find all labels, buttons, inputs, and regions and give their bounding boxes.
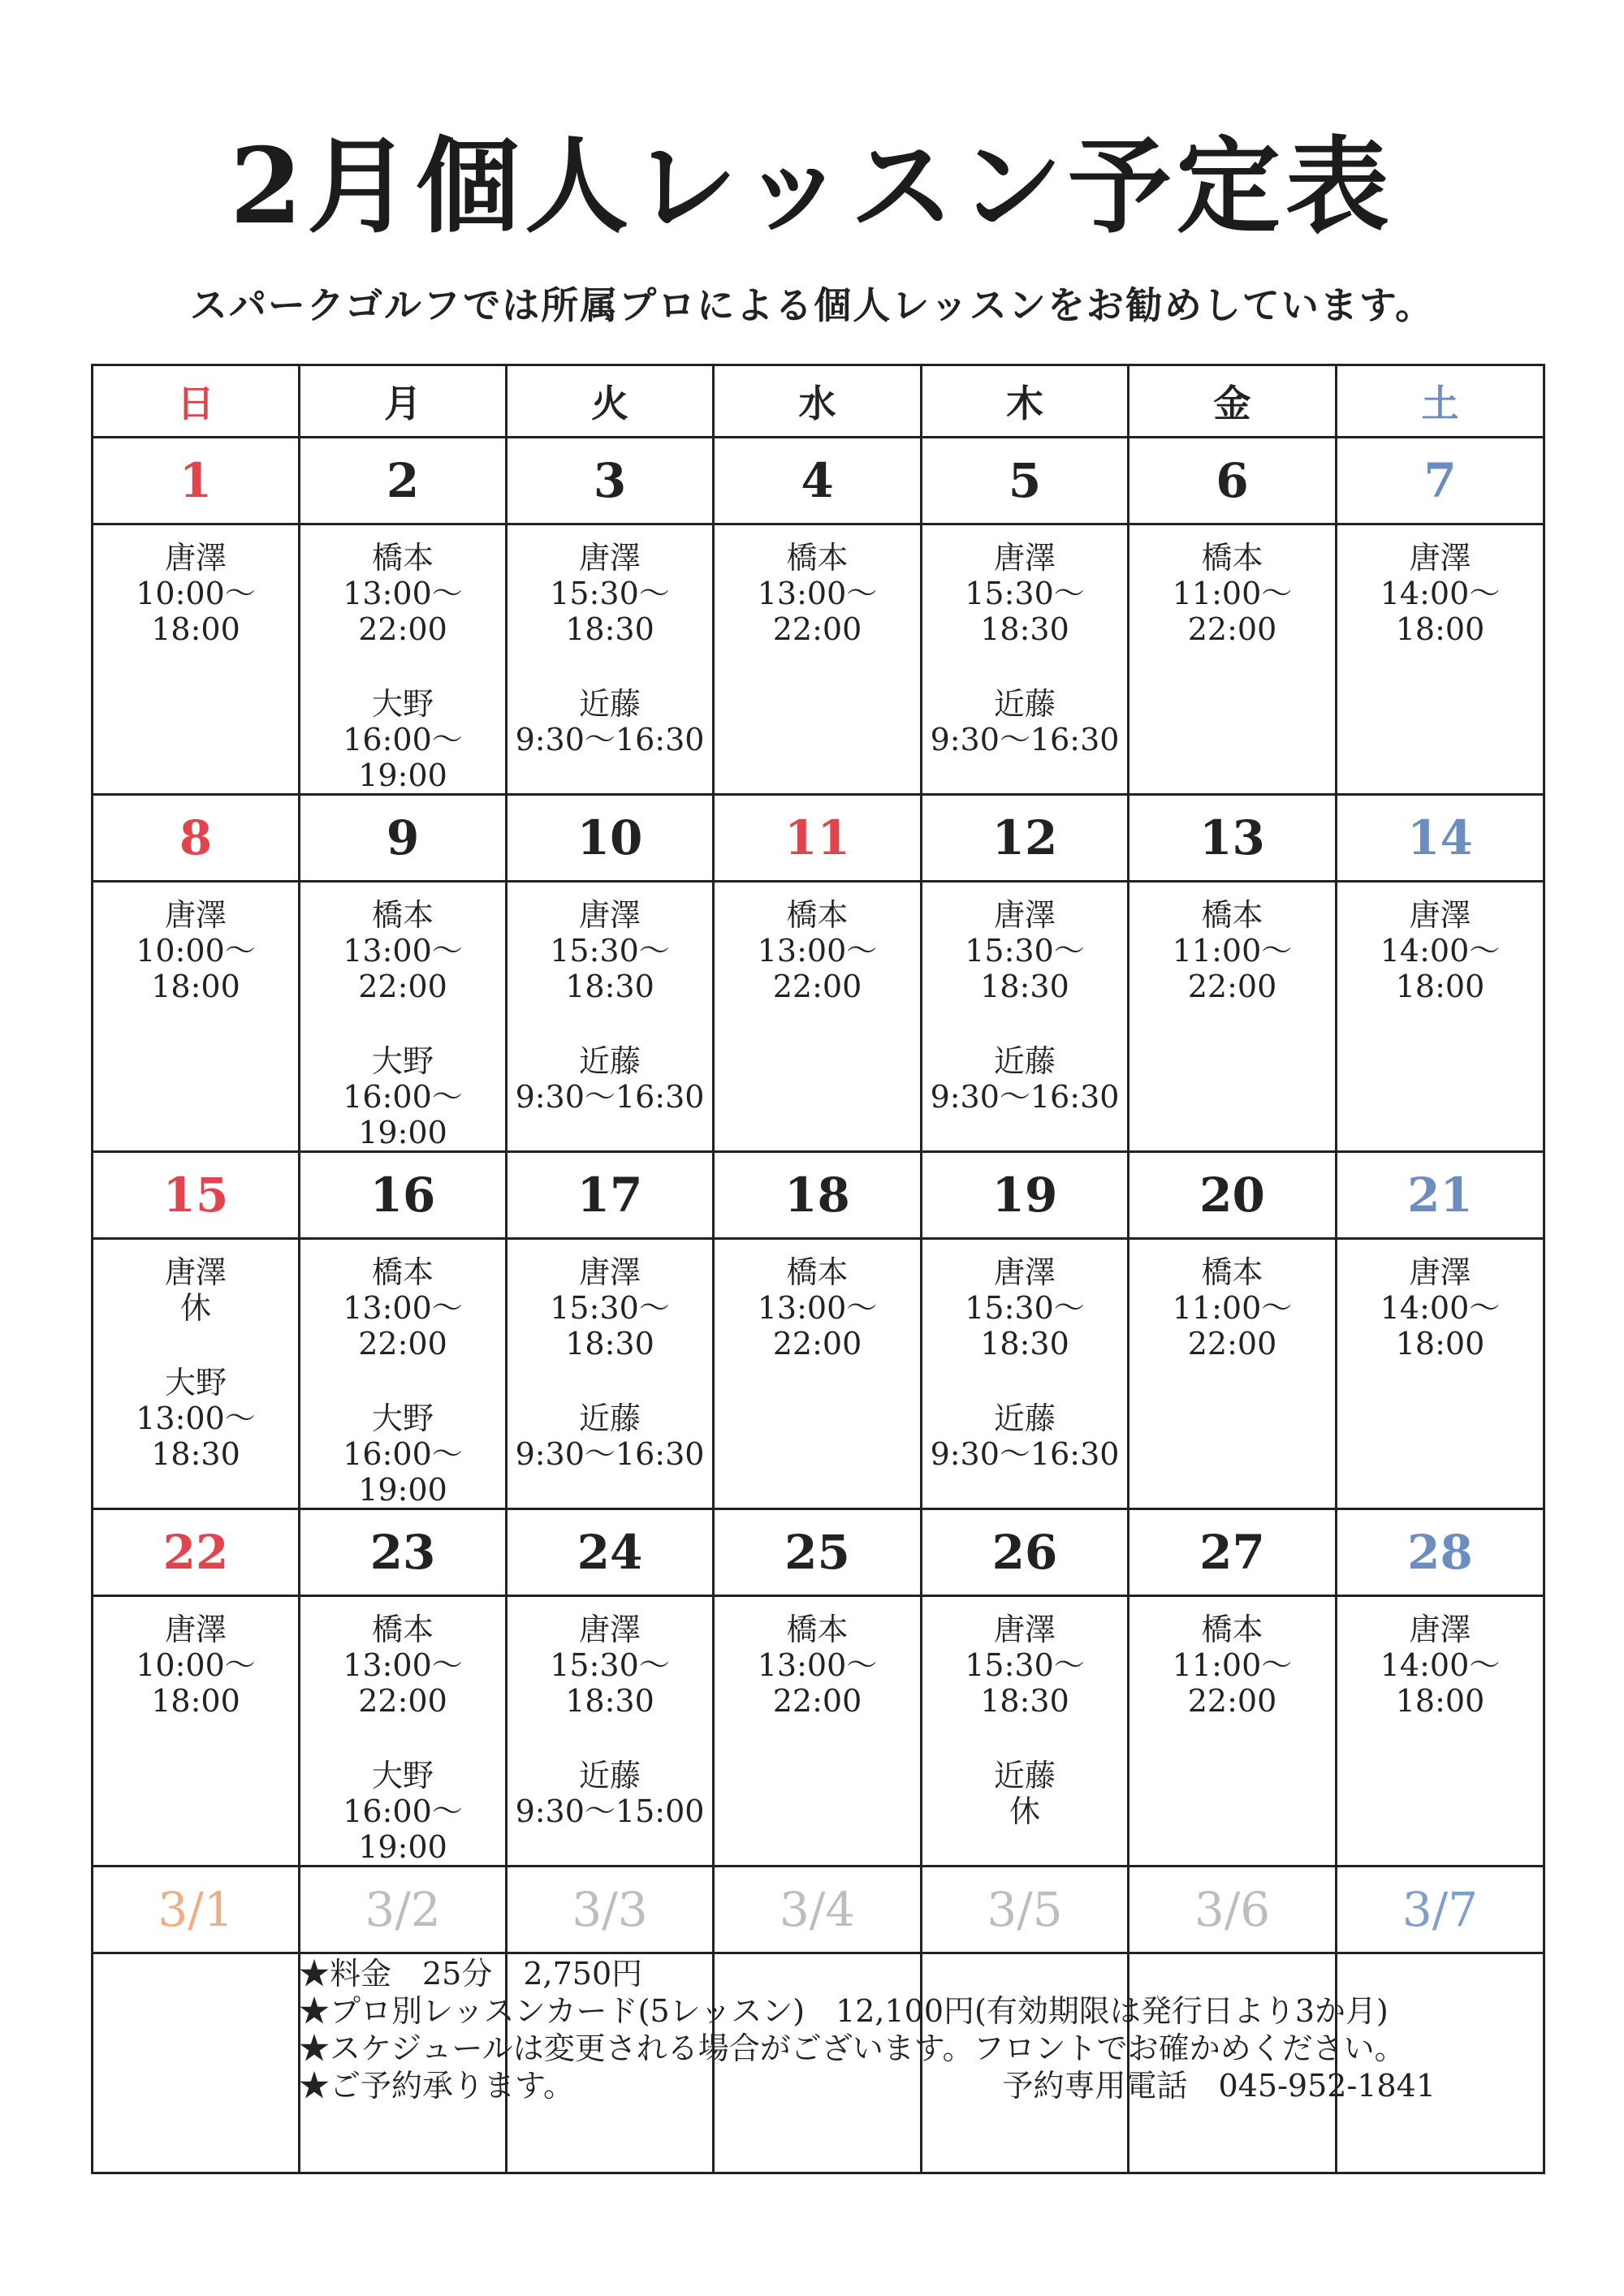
reservation-phone: 予約専用電話 045-952-1841 xyxy=(1002,2068,1436,2104)
date-number: 3 xyxy=(507,438,714,524)
lesson-cell xyxy=(714,882,922,1152)
date-row xyxy=(93,1152,1544,1239)
lesson-time: 休 xyxy=(179,1290,211,1326)
lesson-time: 9:30～16:30 xyxy=(515,1079,705,1115)
lesson-time: 11:00～22:00 xyxy=(1172,1290,1293,1362)
date-number: 17 xyxy=(507,1152,714,1239)
instructor-name: 大野 xyxy=(371,1043,434,1079)
weekday-header-row xyxy=(93,365,1544,438)
lesson-cell xyxy=(922,882,1129,1152)
lesson-time: 14:00～18:00 xyxy=(1380,1290,1501,1362)
lesson-cell xyxy=(93,524,300,795)
instructor-name: 大野 xyxy=(371,1400,434,1436)
lesson-entry xyxy=(300,1612,505,1719)
page-title: 2月個人レッスン予定表 xyxy=(230,126,1394,248)
lesson-entry xyxy=(300,540,505,647)
date-number: 8 xyxy=(93,795,300,882)
lesson-cell xyxy=(922,1239,1129,1509)
date-number: 3/4 xyxy=(714,1867,922,1953)
lesson-cell xyxy=(93,1239,300,1509)
instructor-name: 唐澤 xyxy=(164,540,227,576)
lesson-entry xyxy=(1129,1254,1335,1362)
instructor-name: 唐澤 xyxy=(578,1254,641,1290)
lesson-entry xyxy=(93,1612,298,1719)
instructor-name: 唐澤 xyxy=(993,1254,1056,1290)
lesson-time: 16:00～19:00 xyxy=(343,1436,463,1508)
instructor-name: 橋本 xyxy=(1201,1254,1263,1290)
lesson-time: 16:00～19:00 xyxy=(343,722,463,793)
lesson-entry xyxy=(922,540,1127,647)
lesson-cell xyxy=(1337,882,1544,1152)
lesson-row xyxy=(93,524,1544,795)
lesson-entry xyxy=(715,1612,920,1719)
instructor-name: 唐澤 xyxy=(164,897,227,933)
lesson-entry xyxy=(300,1400,505,1508)
lesson-entry xyxy=(922,1758,1127,1829)
lesson-time: 13:00～22:00 xyxy=(757,576,878,647)
lesson-entry xyxy=(508,1043,712,1115)
date-number: 3/3 xyxy=(507,1867,714,1953)
lesson-cell xyxy=(507,1239,714,1509)
date-number: 3/1 xyxy=(93,1867,300,1953)
lesson-calendar xyxy=(91,364,1545,2174)
lesson-time: 9:30～16:30 xyxy=(515,722,705,757)
date-number: 19 xyxy=(922,1152,1129,1239)
lesson-entry xyxy=(508,1254,712,1362)
lesson-cell xyxy=(1129,1596,1337,1867)
lesson-cell xyxy=(93,882,300,1152)
instructor-name: 唐澤 xyxy=(993,1612,1056,1647)
weekday-wed: 水 xyxy=(714,365,922,438)
lesson-entry xyxy=(300,1254,505,1362)
date-number: 1 xyxy=(93,438,300,524)
date-number: 5 xyxy=(922,438,1129,524)
weekday-thu: 木 xyxy=(922,365,1129,438)
lesson-entry xyxy=(922,1254,1127,1362)
instructor-name: 橋本 xyxy=(371,897,434,933)
instructor-name: 唐澤 xyxy=(164,1612,227,1647)
date-number: 13 xyxy=(1129,795,1337,882)
instructor-name: 大野 xyxy=(371,686,434,722)
date-number: 21 xyxy=(1337,1152,1544,1239)
date-row xyxy=(93,438,1544,524)
instructor-name: 大野 xyxy=(371,1758,434,1793)
date-number: 3/6 xyxy=(1129,1867,1337,1953)
instructor-name: 唐澤 xyxy=(1409,897,1471,933)
lesson-cell xyxy=(922,524,1129,795)
note-fee: ★料金 25分 2,750円 xyxy=(299,1956,643,1992)
date-number: 18 xyxy=(714,1152,922,1239)
lesson-entry xyxy=(93,540,298,647)
date-number: 3/7 xyxy=(1337,1867,1544,1953)
page-subtitle: スパークゴルフでは所属プロによる個人レッスンをお勧めしています。 xyxy=(189,283,1435,327)
instructor-name: 近藤 xyxy=(993,686,1056,722)
lesson-time: 15:30～18:30 xyxy=(550,933,670,1004)
lesson-cell xyxy=(93,1953,300,2173)
lesson-time: 14:00～18:00 xyxy=(1380,576,1501,647)
lesson-entry xyxy=(93,897,298,1004)
date-number: 16 xyxy=(300,1152,507,1239)
lesson-cell xyxy=(1129,524,1337,795)
note-lesson-card: ★プロ別レッスンカード(5レッスン) 12,100円(有効期限は発行日より3か月) xyxy=(299,1993,1389,2029)
lesson-cell xyxy=(714,1239,922,1509)
lesson-time: 16:00～19:00 xyxy=(343,1079,463,1150)
lesson-row xyxy=(93,882,1544,1152)
date-number: 27 xyxy=(1129,1509,1337,1596)
instructor-name: 橋本 xyxy=(371,1612,434,1647)
lesson-cell xyxy=(1129,1239,1337,1509)
instructor-name: 近藤 xyxy=(578,1758,641,1793)
lesson-cell xyxy=(1337,524,1544,795)
weekday-sun: 日 xyxy=(93,365,300,438)
instructor-name: 近藤 xyxy=(993,1043,1056,1079)
lesson-time: 休 xyxy=(1009,1793,1040,1829)
lesson-cell xyxy=(300,524,507,795)
date-row xyxy=(93,1509,1544,1596)
instructor-name: 橋本 xyxy=(786,1612,849,1647)
date-number: 28 xyxy=(1337,1509,1544,1596)
lesson-entry xyxy=(300,686,505,793)
instructor-name: 唐澤 xyxy=(1409,1254,1471,1290)
date-number: 20 xyxy=(1129,1152,1337,1239)
instructor-name: 近藤 xyxy=(993,1758,1056,1793)
date-number: 6 xyxy=(1129,438,1337,524)
instructor-name: 唐澤 xyxy=(578,1612,641,1647)
lesson-entry xyxy=(1129,540,1335,647)
calendar-body xyxy=(93,438,1544,2173)
lesson-time: 13:00～22:00 xyxy=(757,933,878,1004)
lesson-cell xyxy=(507,524,714,795)
lesson-cell xyxy=(93,1596,300,1867)
note-schedule-change: ★スケジュールは変更される場合がございます。フロントでお確かめください。 xyxy=(299,2031,1406,2066)
instructor-name: 唐澤 xyxy=(1409,540,1471,576)
lesson-time: 16:00～19:00 xyxy=(343,1793,463,1865)
lesson-entry xyxy=(1337,1612,1543,1719)
date-number: 3/2 xyxy=(300,1867,507,1953)
lesson-cell xyxy=(300,1596,507,1867)
lesson-time: 13:00～22:00 xyxy=(343,576,463,647)
lesson-entry xyxy=(922,686,1127,757)
lesson-entry xyxy=(1129,897,1335,1004)
date-number: 23 xyxy=(300,1509,507,1596)
lesson-time: 9:30～16:30 xyxy=(930,722,1120,757)
lesson-time: 13:00～22:00 xyxy=(343,1647,463,1719)
lesson-entry xyxy=(508,1612,712,1719)
lesson-time: 15:30～18:30 xyxy=(550,1647,670,1719)
lesson-cell xyxy=(507,882,714,1152)
lesson-time: 15:30～18:30 xyxy=(965,1290,1085,1362)
date-number: 3/5 xyxy=(922,1867,1129,1953)
lesson-time: 14:00～18:00 xyxy=(1380,933,1501,1004)
lesson-time: 13:00～22:00 xyxy=(757,1290,878,1362)
date-number: 24 xyxy=(507,1509,714,1596)
instructor-name: 唐澤 xyxy=(993,897,1056,933)
instructor-name: 橋本 xyxy=(371,540,434,576)
lesson-entry xyxy=(922,1400,1127,1472)
instructor-name: 唐澤 xyxy=(1409,1612,1471,1647)
lesson-time: 15:30～18:30 xyxy=(965,576,1085,647)
lesson-entry xyxy=(93,1365,298,1472)
instructor-name: 橋本 xyxy=(371,1254,434,1290)
lesson-entry xyxy=(1337,1254,1543,1362)
lesson-row xyxy=(93,1239,1544,1509)
lesson-entry xyxy=(922,1612,1127,1719)
lesson-time: 10:00～18:00 xyxy=(136,1647,256,1719)
lesson-cell xyxy=(1337,1596,1544,1867)
date-number: 4 xyxy=(714,438,922,524)
lesson-row xyxy=(93,1596,1544,1867)
instructor-name: 唐澤 xyxy=(993,540,1056,576)
lesson-time: 15:30～18:30 xyxy=(965,933,1085,1004)
instructor-name: 唐澤 xyxy=(578,897,641,933)
date-number: 2 xyxy=(300,438,507,524)
lesson-entry xyxy=(508,1758,712,1829)
instructor-name: 近藤 xyxy=(578,1400,641,1436)
date-number: 7 xyxy=(1337,438,1544,524)
lesson-time: 15:30～18:30 xyxy=(550,1290,670,1362)
lesson-cell xyxy=(1129,882,1337,1152)
lesson-time: 15:30～18:30 xyxy=(550,576,670,647)
lesson-entry xyxy=(508,897,712,1004)
instructor-name: 橋本 xyxy=(1201,540,1263,576)
lesson-entry xyxy=(300,1043,505,1150)
lesson-time: 10:00～18:00 xyxy=(136,933,256,1004)
date-number: 11 xyxy=(714,795,922,882)
lesson-time: 9:30～15:00 xyxy=(515,1793,705,1829)
lesson-time: 11:00～22:00 xyxy=(1172,576,1293,647)
instructor-name: 唐澤 xyxy=(164,1254,227,1290)
instructor-name: 近藤 xyxy=(578,686,641,722)
note-reservation: ★ご予約承ります。 xyxy=(299,2068,574,2104)
lesson-time: 10:00～18:00 xyxy=(136,576,256,647)
lesson-entry xyxy=(508,686,712,757)
lesson-entry xyxy=(300,1758,505,1865)
lesson-time: 14:00～18:00 xyxy=(1380,1647,1501,1719)
instructor-name: 唐澤 xyxy=(578,540,641,576)
lesson-time: 11:00～22:00 xyxy=(1172,1647,1293,1719)
notes-section xyxy=(299,1955,1436,2104)
lesson-entry xyxy=(508,540,712,647)
instructor-name: 橋本 xyxy=(1201,897,1263,933)
lesson-entry xyxy=(1337,897,1543,1004)
instructor-name: 橋本 xyxy=(786,897,849,933)
lesson-entry xyxy=(715,540,920,647)
lesson-time: 13:00～22:00 xyxy=(757,1647,878,1719)
lesson-entry xyxy=(300,897,505,1004)
instructor-name: 橋本 xyxy=(786,1254,849,1290)
lesson-time: 13:00～22:00 xyxy=(343,933,463,1004)
lesson-cell xyxy=(1337,1239,1544,1509)
lesson-time: 13:00～22:00 xyxy=(343,1290,463,1362)
lesson-entry xyxy=(1129,1612,1335,1719)
weekday-fri: 金 xyxy=(1129,365,1337,438)
lesson-cell xyxy=(300,882,507,1152)
lesson-cell xyxy=(300,1239,507,1509)
instructor-name: 近藤 xyxy=(578,1043,641,1079)
weekday-sat: 土 xyxy=(1337,365,1544,438)
lesson-time: 9:30～16:30 xyxy=(515,1436,705,1472)
lesson-time: 9:30～16:30 xyxy=(930,1436,1120,1472)
date-number: 15 xyxy=(93,1152,300,1239)
lesson-entry xyxy=(508,1400,712,1472)
lesson-cell xyxy=(507,1596,714,1867)
instructor-name: 橋本 xyxy=(1201,1612,1263,1647)
date-number: 22 xyxy=(93,1509,300,1596)
instructor-name: 近藤 xyxy=(993,1400,1056,1436)
lesson-entry xyxy=(922,897,1127,1004)
lesson-cell xyxy=(714,524,922,795)
lesson-time: 15:30～18:30 xyxy=(965,1647,1085,1719)
date-number: 25 xyxy=(714,1509,922,1596)
date-number: 12 xyxy=(922,795,1129,882)
instructor-name: 橋本 xyxy=(786,540,849,576)
date-row xyxy=(93,1867,1544,1953)
weekday-tue: 火 xyxy=(507,365,714,438)
instructor-name: 大野 xyxy=(164,1365,227,1400)
lesson-entry xyxy=(922,1043,1127,1115)
date-number: 26 xyxy=(922,1509,1129,1596)
lesson-entry xyxy=(715,1254,920,1362)
lesson-time: 11:00～22:00 xyxy=(1172,933,1293,1004)
lesson-entry xyxy=(93,1254,298,1326)
lesson-cell xyxy=(922,1596,1129,1867)
date-row xyxy=(93,795,1544,882)
lesson-entry xyxy=(1337,540,1543,647)
date-number: 10 xyxy=(507,795,714,882)
lesson-entry xyxy=(715,897,920,1004)
date-number: 14 xyxy=(1337,795,1544,882)
lesson-time: 9:30～16:30 xyxy=(930,1079,1120,1115)
date-number: 9 xyxy=(300,795,507,882)
weekday-mon: 月 xyxy=(300,365,507,438)
lesson-time: 13:00～18:30 xyxy=(136,1400,256,1472)
lesson-cell xyxy=(714,1596,922,1867)
